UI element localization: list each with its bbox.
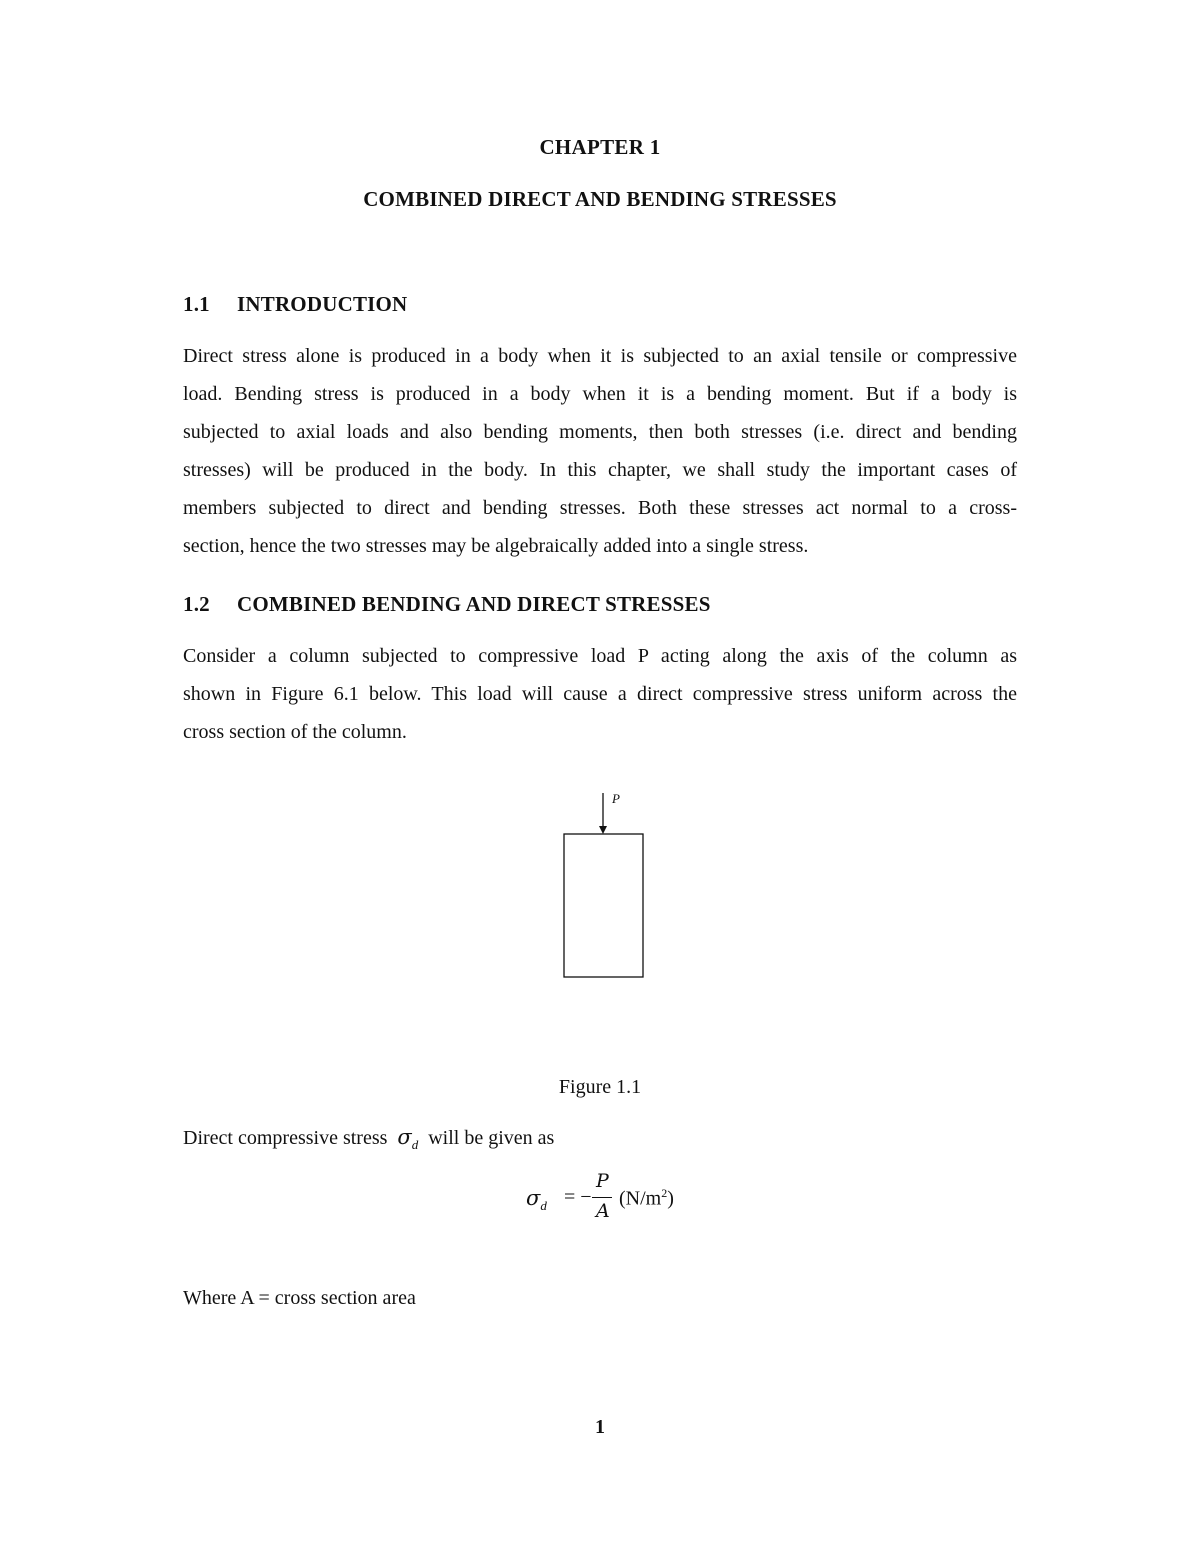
paragraph-line: stresses) will be produced in the body. In this chapter, we shall study the important cases of	[183, 459, 1017, 481]
paragraph-line: Direct stress alone is produced in a body when it is subjected to an axial tensile or compressive	[183, 345, 1017, 367]
paragraph-line: load. Bending stress is produced in a body when it is a bending moment. But if a body is	[183, 383, 1017, 405]
page-number: 1	[595, 1416, 605, 1438]
paragraph-line: shown in Figure 6.1 below. This load will cause a direct compressive stress uniform across the	[183, 683, 1017, 705]
section-number: 1.2	[183, 592, 210, 616]
equation-lhs	[526, 1186, 547, 1211]
equation-equals: = −	[564, 1186, 592, 1208]
equation-denominator: A	[596, 1200, 610, 1222]
paragraph-line: members subjected to direct and bending stresses. Both these stresses act normal to a cross-	[183, 497, 1017, 519]
where-line: Where A = cross section area	[183, 1287, 416, 1309]
figure-caption: Figure 1.1	[558, 1076, 642, 1098]
paragraph-line: Consider a column subjected to compressive load P acting along the axis of the column as	[183, 645, 1017, 667]
formula-intro-text: Direct compressive stress	[183, 1127, 388, 1149]
paragraph-line: subjected to axial loads and also bending moments, then both stresses (i.e. direct and bending	[183, 421, 1017, 443]
chapter-title: COMBINED DIRECT AND BENDING STRESSES	[363, 187, 837, 211]
load-label: P	[612, 791, 620, 806]
sigma-subscript: d	[540, 1198, 547, 1213]
paragraph-line: section, hence the two stresses may be algebraically added into a single stress.	[183, 535, 809, 557]
sigma-subscript: d	[411, 1137, 419, 1152]
section-number: 1.1	[183, 292, 210, 316]
section-title: INTRODUCTION	[237, 292, 408, 316]
equation-units: $(N/m^2)$	[619, 1186, 674, 1210]
sigma-symbol: σ	[526, 1186, 541, 1210]
formula-intro	[183, 1125, 554, 1150]
load-arrow-head	[599, 826, 607, 834]
sigma-symbol: σ	[397, 1125, 412, 1149]
paragraph-line: cross section of the column.	[183, 721, 407, 743]
fraction-bar	[592, 1197, 612, 1198]
equation-numerator: P	[596, 1170, 609, 1192]
formula-intro-text-after: will be given as	[428, 1127, 555, 1149]
column-rectangle	[564, 834, 643, 977]
section-title: COMBINED BENDING AND DIRECT STRESSES	[237, 592, 711, 616]
chapter-label: CHAPTER 1	[539, 135, 661, 159]
